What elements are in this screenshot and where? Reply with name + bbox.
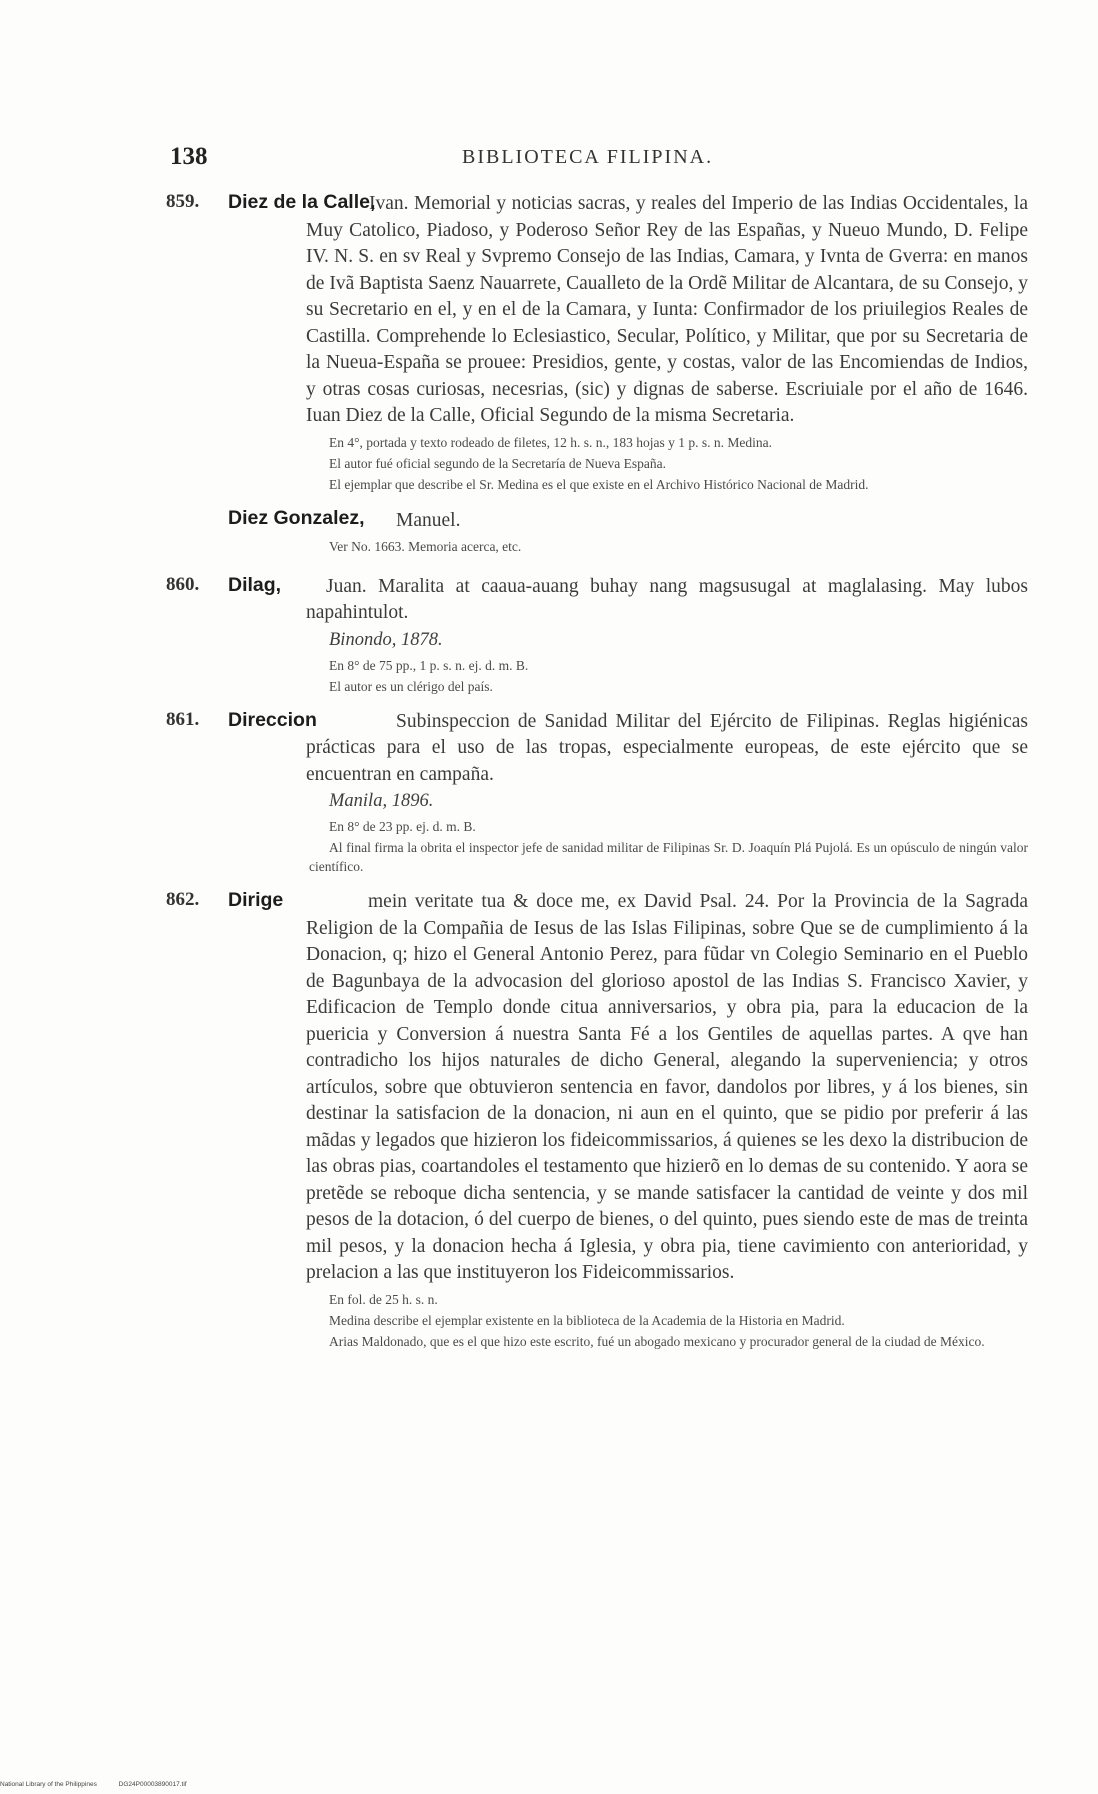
entry-description: Manuel.	[396, 509, 461, 531]
entry-note: En 8° de 75 pp., 1 p. s. n. ej. d. m. B.	[329, 657, 529, 673]
entry-note: Ver No. 1663. Memoria acerca, etc.	[329, 538, 522, 554]
footer-code: DG24P00003890017.tif	[118, 1781, 187, 1788]
entry-imprint: Binondo, 1878.	[329, 629, 443, 650]
entry-notes	[309, 1290, 1028, 1351]
entry-heading: Diez de la Calle,	[228, 191, 376, 213]
entry-859	[166, 191, 1028, 494]
entry-description: Subinspeccion de Sanidad Militar del Ejército de Filipinas. Reglas higiénicas prácticas para el uso de las tropas, especialmente europeas, de este ejército que se encuentran en campaña.	[306, 710, 1028, 785]
entry-notes	[309, 433, 1028, 494]
entry-number: 860.	[166, 573, 200, 595]
entry-imprint: Manila, 1896.	[329, 791, 434, 811]
entry-description: Juan. Maralita at caaua-auang buhay nang magsusugal at maglalasing. May lubos napahintulot.	[306, 575, 1028, 623]
entry-861	[166, 709, 1028, 877]
entry-description: Ivan. Memorial y noticias sacras, y reales del Imperio de las Indias Occidentales, la Muy Catolico, Piadoso, y Poderoso Señor Rey de las Españas, y Nueuo Mundo, D. Felipe IV. N. S. en sv Real y Svpremo Consejo de las Indias, Camara, y Ivnta de Gverra: en manos de Ivã Baptista Saenz Nauarrete, Caualleto de la Ordẽ Militar de Alcantara, de su Consejo, y su Secretario en el, y en el de la Camara, y Iunta: Confirmador de los priuilegios Reales de Castilla. Comprehende lo Eclesiastico, Secular, Político, y Militar, que por su Secretaria de la Nueua-España se prouee: Presidios, gente, y costas, valor de las Encomiendas de Indios, y otras cosas curiosas, necesrias, (sic) y dignas de saberse. Escriuiale por el año de 1646. Iuan Diez de la Calle, Oficial Segundo de la misma Secretaria.	[306, 193, 1028, 426]
entry-number: 859.	[166, 191, 200, 212]
page-content	[166, 191, 1028, 1364]
scan-footer	[0, 1781, 207, 1788]
entry-notes	[309, 817, 1028, 876]
entry-heading: Dirige	[228, 889, 284, 911]
entry-note: En 4°, portada y texto rodeado de filetes, 12 h. s. n., 183 hojas y 1 p. s. n. Medina.	[329, 434, 772, 450]
entry-note: El ejemplar que describe el Sr. Medina es el que existe en el Archivo Histórico Nacional de Madrid.	[329, 476, 869, 492]
running-title: BIBLIOTECA FILIPINA.	[462, 146, 714, 168]
entry-note: En 8° de 23 pp. ej. d. m. B.	[329, 819, 476, 834]
entry-860	[166, 574, 1028, 696]
footer-source: National Library of the Philippines	[0, 1781, 97, 1788]
entry-heading: Diez Gonzalez,	[228, 506, 365, 529]
entry-heading: Dilag,	[228, 573, 282, 596]
entry-diez-gonzalez	[166, 507, 1028, 556]
entry-note: Arias Maldonado, que es el que hizo este escrito, fué un abogado mexicano y procurador general de la ciudad de México.	[329, 1333, 985, 1349]
entry-number: 861.	[166, 708, 200, 730]
entry-heading: Direccion	[228, 708, 317, 731]
entry-number: 862.	[166, 889, 200, 910]
entry-notes	[309, 656, 1028, 696]
entry-notes	[309, 537, 1028, 556]
entry-note: El autor es un clérigo del país.	[329, 678, 493, 694]
entry-description: mein veritate tua & doce me, ex David Psal. 24. Por la Provincia de la Sagrada Religion de la Compañia de Iesus de las Islas Filipinas, sobre Que se de cumplimiento á la Donacion, q; hizo el General Antonio Perez, para fũdar vn Colegio Seminario en el Pueblo de Bagunbaya de la advocasion del glorioso apostol de las Indias S. Francisco Xavier, y Edificacion de Templo donde citua anniversarios, y obra pia, para la educacion de la puericia y Conversion á nuestra Santa Fé a los Gentiles de aquellas partes. A qve han contradicho los hijos naturales de dicho General, alegando la superveniencia; y otros artículos, sobre que obtuvieron sentencia en favor, dandolos por libres, y á los bienes, sin destinar la satisfacion de la donacion, ni aun en el quinto, que se pidio por preferir á las mãdas y legados que hizieron los fideicommissarios, á quienes se les dexo la distribucion de las obras pias, coartandoles el testamento que hizierõ en lo demas de su contenido. Y aora se pretẽde se reboque dicha sentencia, y se mande satisfacer la cantidad de veinte y dos mil pesos de la dotacion, ó del cuerpo de bienes, o del quinto, pues siendo este de mas de treinta mil pesos, y la donacion hecha á Iglesia, y obra pia, tiene cavimiento con anterioridad, y prelacion a las que instituyeron los Fideicommissarios.	[306, 891, 1028, 1283]
entry-note: En fol. de 25 h. s. n.	[329, 1291, 438, 1307]
entry-862	[166, 889, 1028, 1351]
entry-note: Medina describe el ejemplar existente en la biblioteca de la Academia de la Historia en Madrid.	[329, 1312, 845, 1328]
page-header	[170, 143, 1028, 177]
entry-note: Al final firma la obrita el inspector jefe de sanidad militar de Filipinas Sr. D. Joaquín Plá Pujolá. Es un opúsculo de ningún valor científico.	[309, 840, 1028, 874]
page-number: 138	[170, 143, 208, 170]
entry-note: El autor fué oficial segundo de la Secretaría de Nueva España.	[329, 455, 666, 471]
